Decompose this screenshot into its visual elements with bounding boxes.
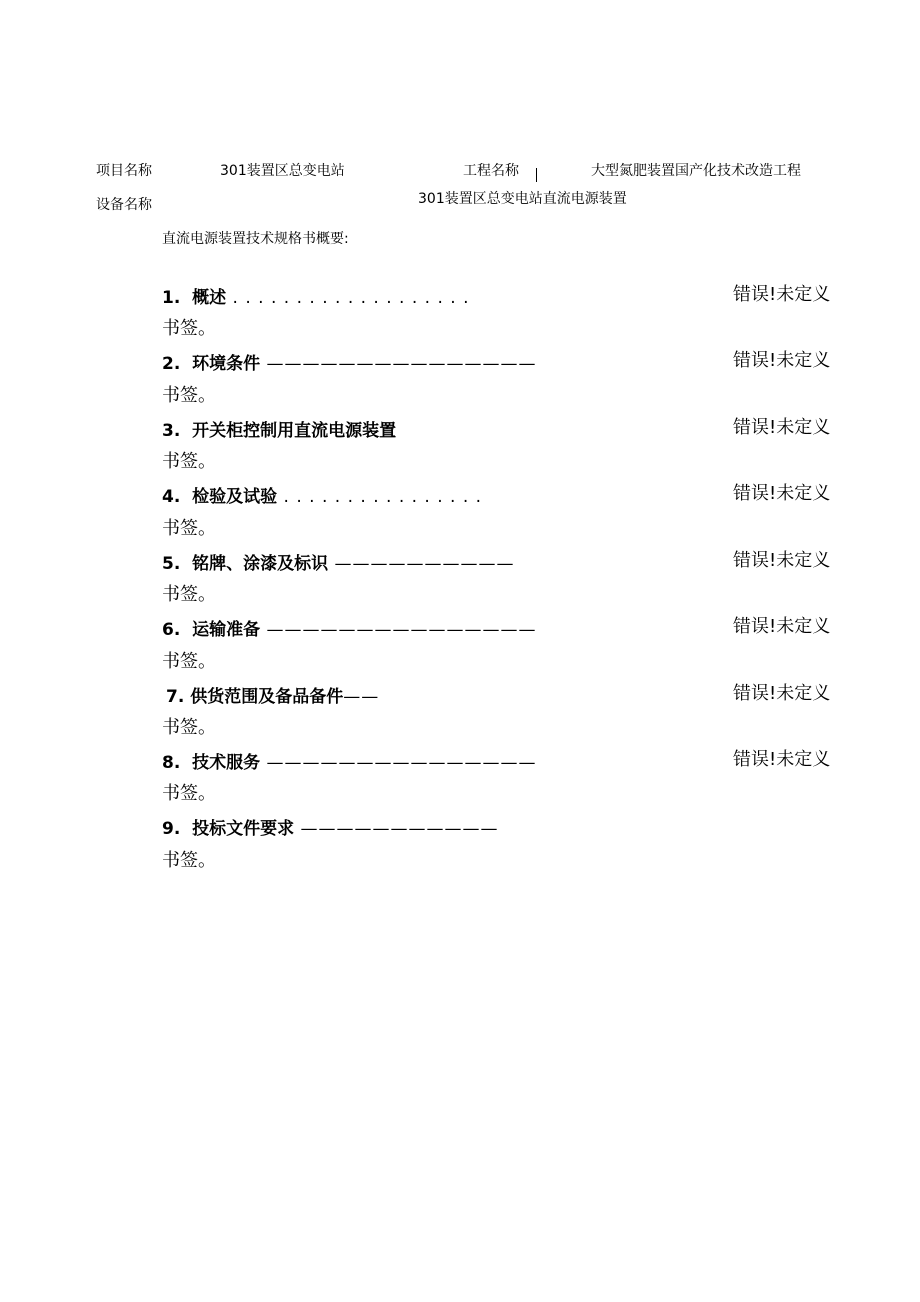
toc-item-title-line[interactable] (162, 818, 499, 840)
toc-number: 2. (162, 354, 181, 374)
toc-item-title-line[interactable] (162, 420, 412, 442)
toc-leader: . . . . . . . . . . . . . . . . (277, 487, 483, 507)
project-label: 项目名称 (96, 163, 152, 179)
toc-continuation: 书签。 (162, 584, 216, 605)
toc-leader: ——————————————— (260, 354, 537, 374)
equipment-value: 301装置区总变电站直流电源装置 (418, 191, 627, 207)
toc-error-text: 错误!未定义 (733, 417, 831, 438)
toc-item-title-line[interactable] (162, 619, 537, 641)
toc-title: 检验及试验 (192, 487, 278, 507)
toc-leader: ——————————————— (260, 620, 537, 640)
toc-error-text: 错误!未定义 (733, 616, 831, 637)
toc-number: 5. (162, 554, 181, 574)
toc-continuation: 书签。 (162, 318, 216, 339)
toc-number: 1. (162, 288, 181, 308)
toc-continuation: 书签。 (162, 783, 216, 804)
toc-number: 9. (162, 819, 181, 839)
toc-number: 6. (162, 620, 181, 640)
toc-error-text: 错误!未定义 (733, 284, 831, 305)
toc-item-title-line[interactable] (162, 353, 537, 375)
toc-continuation: 书签。 (162, 717, 216, 738)
toc-error-text: 错误!未定义 (733, 683, 831, 704)
toc-item-title-line[interactable] (162, 486, 483, 508)
toc-item-title-line[interactable] (162, 553, 515, 575)
toc-number: 3. (162, 421, 181, 441)
toc-title: 运输准备 (192, 620, 261, 640)
toc-leader: —— (343, 687, 380, 707)
toc-title: 供货范围及备品备件 (190, 687, 344, 707)
equipment-label: 设备名称 (96, 197, 152, 213)
project-value: 301装置区总变电站 (220, 163, 345, 179)
toc-continuation: 书签。 (162, 651, 216, 672)
toc-number: 7. (166, 687, 185, 707)
toc-number: 4. (162, 487, 181, 507)
toc-continuation: 书签。 (162, 451, 216, 472)
toc-continuation: 书签。 (162, 518, 216, 539)
toc-leader: . . . . . . . . . . . . . . . . . . . (226, 288, 470, 308)
toc-continuation: 书签。 (162, 385, 216, 406)
toc-continuation: 书签。 (162, 850, 216, 871)
summary-title: 直流电源装置技术规格书概要: (162, 231, 349, 247)
toc-number: 8. (162, 753, 181, 773)
toc-leader: ——————————————— (260, 753, 537, 773)
toc-leader: ——————————— (294, 819, 499, 839)
toc-title: 开关柜控制用直流电源装置 (192, 421, 397, 441)
toc-error-text: 错误!未定义 (733, 749, 831, 770)
toc-error-text: 错误!未定义 (733, 483, 831, 504)
toc-error-text: 错误!未定义 (733, 550, 831, 571)
toc-title: 铭牌、涂漆及标识 (192, 554, 329, 574)
toc-item-title-line[interactable] (162, 752, 537, 774)
engineering-label: 工程名称 (463, 163, 519, 179)
toc-leader: —————————— (328, 554, 515, 574)
toc-title: 环境条件 (192, 354, 261, 374)
toc-item-title-line[interactable] (166, 686, 416, 708)
toc-title: 技术服务 (192, 753, 261, 773)
toc-item-title-line[interactable] (162, 287, 470, 309)
toc-error-text: 错误!未定义 (733, 350, 831, 371)
toc-title: 概述 (192, 288, 227, 308)
toc-title: 投标文件要求 (192, 819, 295, 839)
engineering-value: 大型氮肥装置国产化技术改造工程 (591, 163, 801, 179)
field-separator (536, 164, 537, 183)
